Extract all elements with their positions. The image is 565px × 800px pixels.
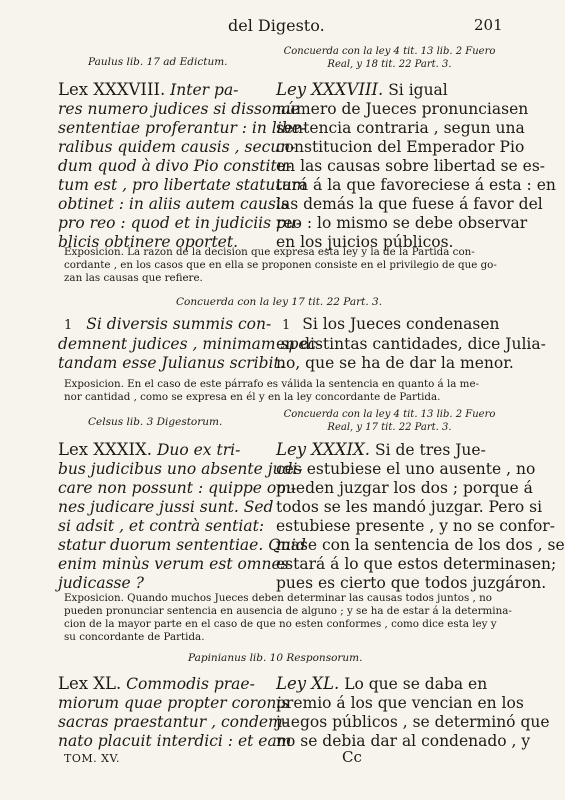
latin-text-lex-38	[58, 80, 307, 252]
latin-source: Papinianus lib. 10 Responsorum.	[188, 652, 363, 664]
spanish-line: no se debia dar al condenado , y	[276, 732, 531, 750]
latin-line: res numero judices si dissonae	[58, 100, 300, 118]
exposicion-line: Exposicion. En el caso de este párrafo es válida la sentencia en quanto á la me-	[64, 378, 480, 390]
latin-first-line	[58, 674, 270, 694]
exposicion-paragraph-1	[64, 378, 496, 404]
latin-line: ralibus quidem causis , secun-	[58, 138, 296, 156]
spanish-line: en los juicios públicos.	[276, 233, 454, 251]
latin-text: Si diversis summis con-	[86, 315, 272, 333]
exposicion-line: cordante , en los casos que en ella se proponen consiste en el privilegio de que go-	[64, 259, 497, 271]
spanish-text-ley-38	[276, 80, 556, 252]
latin-line: tum est , pro libertate statutum	[58, 176, 307, 194]
spanish-line: pues es cierto que todos juzgáron.	[276, 574, 547, 592]
spanish-text: Si igual	[388, 81, 448, 99]
latin-text: Inter pa-	[170, 81, 239, 99]
latin-line: enim minùs verum est omnes	[58, 555, 289, 573]
concordance-line: Real, y 17 tit. 22 Part. 3.	[327, 422, 452, 433]
spanish-first-line	[276, 440, 496, 460]
latin-line: bus judicibus uno absente judi-	[58, 460, 303, 478]
latin-line: demnent judices , minimam spec-	[58, 335, 322, 353]
spanish-line: las demás la que fuese á favor del	[276, 195, 543, 213]
spanish-line: juegos públicos , se determinó que	[276, 713, 550, 731]
exposicion-line: Exposicion. Quando muchos Jueces deben determinar las causas todos juntos , no	[64, 592, 492, 604]
spanish-line: mase con la sentencia de los dos , se	[276, 536, 565, 554]
exposicion-lex-39	[64, 592, 512, 644]
spanish-line: estará á lo que estos determinasen;	[276, 555, 557, 573]
spanish-first-line	[276, 80, 496, 100]
paragraph-number: 1	[282, 318, 291, 333]
spanish-line: en distintas cantidades, dice Julia-	[276, 335, 546, 353]
latin-text: Duo ex tri-	[156, 441, 241, 459]
exposicion-line: zan las causas que refiere.	[64, 272, 203, 284]
exposicion-line: cion de la mayor parte en el caso de que no esten conformes , como dice esta ley y	[64, 618, 497, 630]
spanish-concordance	[282, 45, 497, 71]
volume-mark: TOM. XV.	[64, 752, 120, 765]
spanish-line: constitucion del Emperador Pio	[276, 138, 525, 156]
spanish-line: todos se les mandó juzgar. Pero si	[276, 498, 543, 516]
latin-first-line	[58, 440, 270, 460]
latin-line: statur duorum sententiae. Quid	[58, 536, 306, 554]
spanish-line: premio á los que vencian en los	[276, 694, 524, 712]
concordance-line: Real, y 18 tit. 22 Part. 3.	[327, 59, 452, 70]
latin-source: Celsus lib. 3 Digestorum.	[88, 416, 223, 428]
latin-line: miorum quae propter coronis	[58, 694, 290, 712]
latin-line: sacras praestantur , condem-	[58, 713, 288, 731]
spanish-first-line	[276, 315, 500, 335]
spanish-line: en las causas sobre libertad se es-	[276, 157, 546, 175]
latin-source: Paulus lib. 17 ad Edictum.	[88, 56, 228, 68]
spanish-text-ley-39	[276, 440, 565, 593]
spanish-line: pueden juzgar los dos ; porque á	[276, 479, 533, 497]
exposicion-line: su concordante de Partida.	[64, 631, 205, 643]
latin-text-lex-39	[58, 440, 306, 593]
concordance-centered: Concuerda con la ley 17 tit. 22 Part. 3.	[176, 296, 383, 308]
concordance-line: Concuerda con la ley 4 tit. 13 lib. 2 Fuero	[283, 46, 496, 57]
spanish-text-ley-40	[276, 674, 550, 751]
latin-line: judicasse ?	[58, 574, 144, 592]
spanish-line: ces estubiese el uno ausente , no	[276, 460, 536, 478]
latin-line: sententiae proferantur : in libe-	[58, 119, 307, 137]
spanish-text: Lo que se daba en	[344, 675, 488, 693]
latin-first-line	[58, 315, 270, 335]
latin-line: tandam esse Julianus scribit.	[58, 354, 285, 372]
ley-label: Ley XXXVIII.	[276, 80, 384, 99]
spanish-paragraph-1	[276, 315, 546, 373]
spanish-line: tará á la que favoreciese á esta : en	[276, 176, 556, 194]
spanish-line: no, que se ha de dar la menor.	[276, 354, 514, 372]
ley-label: Ley XXXIX.	[276, 440, 371, 459]
latin-line: nato placuit interdici : et eam	[58, 732, 292, 750]
latin-first-line	[58, 80, 270, 100]
spanish-text: Si de tres Jue-	[374, 441, 486, 459]
latin-line: pro reo : quod et in judiciis pu-	[58, 214, 302, 232]
latin-line: si adsit , et contrà sentiat:	[58, 517, 265, 535]
latin-text: Commodis prae-	[126, 675, 255, 693]
page-number: 201	[474, 16, 503, 34]
lex-label: Lex XXXVIII.	[58, 80, 166, 99]
spanish-text: Si los Jueces condenasen	[302, 315, 500, 333]
exposicion-line: Exposicion. La razon de la decision que expresa esta ley y la de la Partida con-	[64, 246, 475, 258]
exposicion-line: pueden pronunciar sentencia en ausencia de alguno ; y se ha de estar á la determina-	[64, 605, 512, 617]
paragraph-number: 1	[64, 318, 73, 333]
spanish-concordance	[282, 408, 497, 434]
exposicion-lex-38	[64, 246, 496, 285]
latin-line: care non possunt : quippe om-	[58, 479, 297, 497]
latin-paragraph-1	[58, 315, 322, 373]
spanish-line: número de Jueces pronunciasen	[276, 100, 529, 118]
latin-line: blicis obtinere oportet.	[58, 233, 239, 251]
spanish-line: estubiese presente , y no se confor-	[276, 517, 555, 535]
spanish-line: sentencia contraria , segun una	[276, 119, 525, 137]
latin-text-lex-40	[58, 674, 292, 751]
latin-line: obtinet : in aliis autem causis	[58, 195, 289, 213]
signature-mark: Cc	[342, 748, 362, 766]
spanish-first-line	[276, 674, 496, 694]
exposicion-line: nor cantidad , como se expresa en él y en la ley concordante de Partida.	[64, 391, 441, 403]
lex-label: Lex XL.	[58, 674, 122, 693]
ley-label: Ley XL.	[276, 674, 340, 693]
latin-line: dum quod à divo Pio constitu-	[58, 157, 292, 175]
concordance-line: Concuerda con la ley 4 tit. 13 lib. 2 Fuero	[283, 409, 496, 420]
latin-line: nes judicare jussi sunt. Sed	[58, 498, 274, 516]
running-title: del Digesto.	[228, 16, 325, 35]
lex-label: Lex XXXIX.	[58, 440, 153, 459]
spanish-line: reo : lo mismo se debe observar	[276, 214, 528, 232]
